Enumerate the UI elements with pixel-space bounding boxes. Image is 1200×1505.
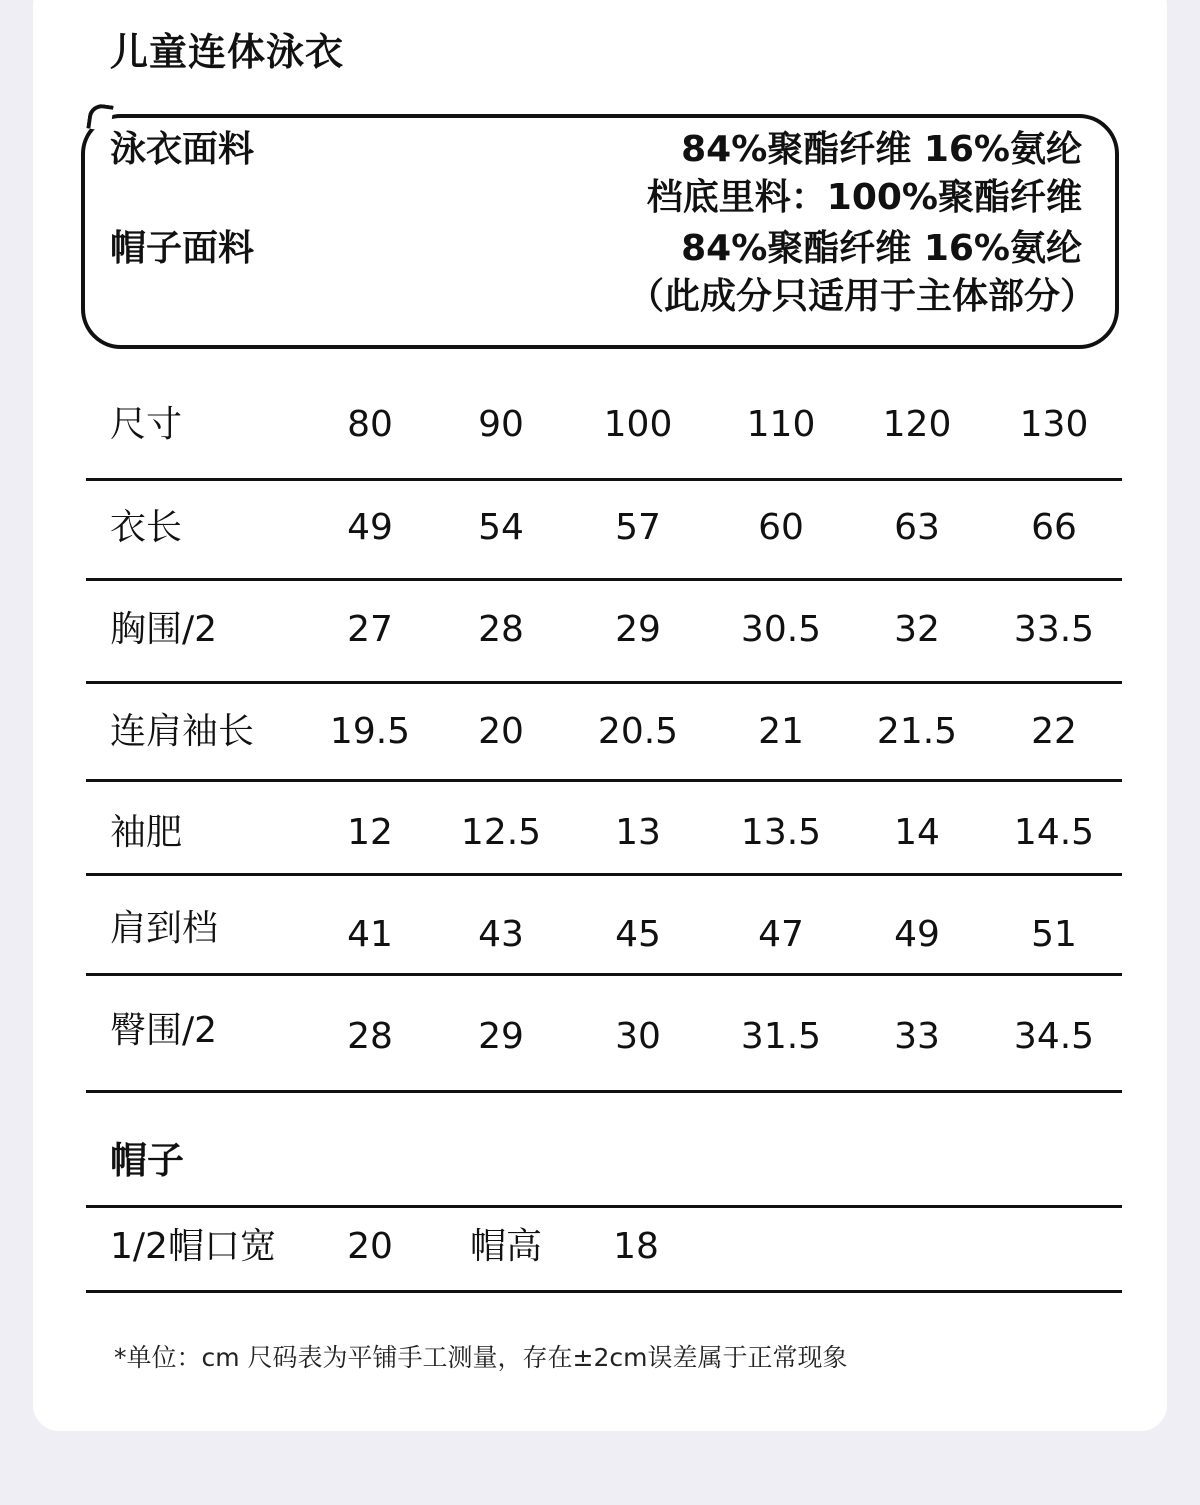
row-label: 袖肥 [110,812,183,853]
hat-width-value: 20 [347,1226,393,1267]
table-cell: 66 [1031,507,1077,548]
table-cell: 31.5 [740,1016,822,1057]
table-cell: 28 [478,609,524,650]
table-cell: 22 [1031,711,1077,752]
table-row-rule [86,973,1122,976]
table-cell: 30.5 [740,609,822,650]
table-cell: 33.5 [1013,609,1095,650]
composition-note: （此成分只适用于主体部分） [627,276,1096,317]
table-cell: 45 [615,914,661,955]
table-cell: 49 [347,507,393,548]
hat-bottom-rule [86,1290,1122,1293]
size-header-cell: 90 [478,404,524,445]
table-cell: 21 [758,711,804,752]
table-row-rule [86,681,1122,684]
table-cell: 47 [758,914,804,955]
table-cell: 51 [1031,914,1077,955]
table-cell: 13.5 [740,812,822,853]
table-cell: 43 [478,914,524,955]
table-cell: 63 [894,507,940,548]
table-cell: 14 [894,812,940,853]
table-row-rule [86,779,1122,782]
table-cell: 27 [347,609,393,650]
hat-width-label: 1/2帽口宽 [110,1226,276,1267]
hat-height-value: 18 [613,1226,659,1267]
lining-fabric-value: 档底里料：100%聚酯纤维 [646,177,1082,218]
row-label: 连肩袖长 [110,711,255,752]
table-cell: 28 [347,1016,393,1057]
size-header-label: 尺寸 [110,404,183,445]
page-title: 儿童连体泳衣 [110,30,345,74]
table-cell: 49 [894,914,940,955]
table-cell: 29 [615,609,661,650]
hat-header-rule [86,1205,1122,1208]
footnote: *单位：cm 尺码表为平铺手工测量，存在±2cm误差属于正常现象 [114,1343,848,1372]
size-header-cell: 80 [347,404,393,445]
table-cell: 33 [894,1016,940,1057]
row-label: 衣长 [110,507,183,548]
table-cell: 34.5 [1013,1016,1095,1057]
table-cell: 21.5 [876,711,958,752]
table-cell: 29 [478,1016,524,1057]
size-header-cell: 120 [882,404,952,445]
table-cell: 54 [478,507,524,548]
table-row-rule [86,478,1122,481]
swimsuit-fabric-label: 泳衣面料 [110,129,255,170]
table-cell: 14.5 [1013,812,1095,853]
hat-fabric-value: 84%聚酯纤维 16%氨纶 [681,228,1082,269]
row-label: 肩到档 [110,908,219,949]
table-cell: 19.5 [329,711,411,752]
table-cell: 32 [894,609,940,650]
table-cell: 13 [615,812,661,853]
table-cell: 60 [758,507,804,548]
table-cell: 30 [615,1016,661,1057]
table-cell: 57 [615,507,661,548]
table-row-rule [86,578,1122,581]
table-cell: 20.5 [597,711,679,752]
row-label: 臀围/2 [110,1010,218,1051]
size-header-cell: 110 [746,404,816,445]
hat-height-label: 帽高 [470,1226,543,1267]
table-cell: 12 [347,812,393,853]
hat-fabric-label: 帽子面料 [110,228,255,269]
table-row-rule [86,1090,1122,1093]
hat-section-title: 帽子 [110,1139,184,1182]
size-header-cell: 100 [603,404,673,445]
table-cell: 12.5 [460,812,542,853]
table-cell: 41 [347,914,393,955]
table-row-rule [86,873,1122,876]
size-header-cell: 130 [1019,404,1089,445]
table-cell: 20 [478,711,524,752]
row-label: 胸围/2 [110,609,218,650]
swimsuit-fabric-value: 84%聚酯纤维 16%氨纶 [681,129,1082,170]
